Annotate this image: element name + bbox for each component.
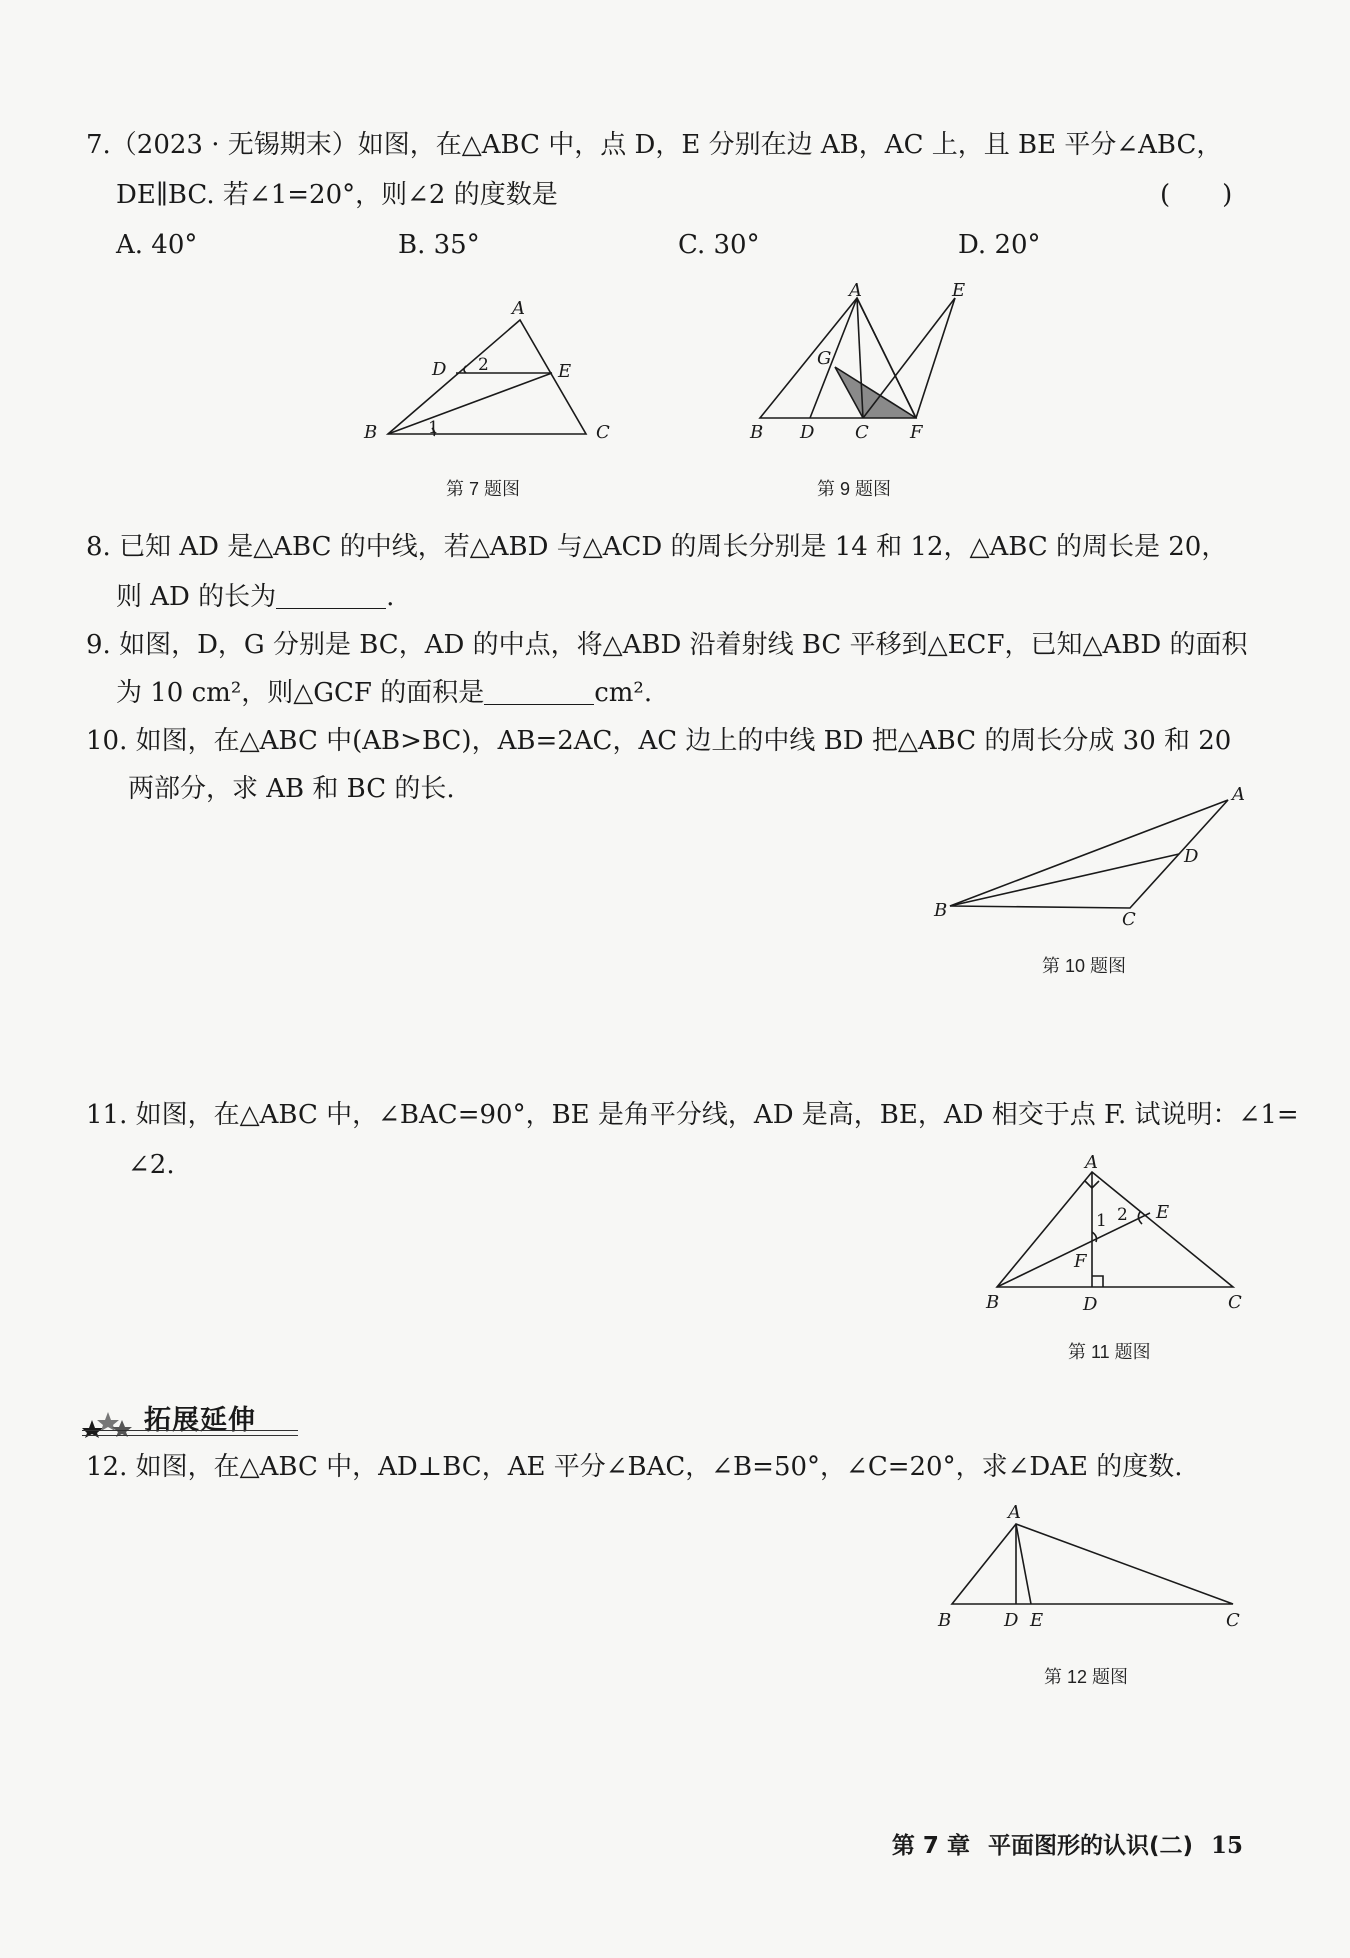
q11-line1: 11. 如图，在△ABC 中，∠BAC=90°，BE 是角平分线，AD 是高，BE，AD 相交于点 F. 试说明：∠1=: [86, 1100, 1299, 1130]
fig7-label-1: 1: [428, 418, 439, 438]
fig12-label-d: D: [1004, 1610, 1019, 1631]
q8-line2-end: .: [386, 582, 395, 612]
fig7-segment-be: [388, 373, 552, 434]
fig10-caption: 第 10 题图: [1042, 956, 1127, 976]
fig9-triangle-abf-outline: [760, 298, 916, 418]
page-number: 15: [1210, 1832, 1243, 1859]
fig12-label-a: A: [1008, 1502, 1021, 1523]
q11-line2: ∠2.: [128, 1150, 175, 1180]
section-title: 拓展延伸: [144, 1405, 256, 1436]
fig9-segment-ef: [916, 298, 955, 418]
fig9-label-f: F: [910, 422, 923, 443]
q7-answer-paren: ( ): [1160, 180, 1233, 210]
fig11-label-c: C: [1228, 1292, 1242, 1313]
fig11-label-2: 2: [1117, 1205, 1128, 1225]
fig9-label-g: G: [817, 348, 832, 369]
fig10-label-c: C: [1122, 909, 1136, 930]
q10-line1: 10. 如图，在△ABC 中(AB>BC)，AB=2AC，AC 边上的中线 BD 把△ABC 的周长分成 30 和 20: [86, 726, 1232, 756]
footer-chapter-title: 平面图形的认识(二): [987, 1833, 1193, 1859]
q9-line1: 9. 如图，D，G 分别是 BC，AD 的中点，将△ABD 沿着射线 BC 平移到△ECF，已知△ABD 的面积: [86, 630, 1248, 660]
q9-line2-text: 为 10 cm²，则△GCF 的面积是: [116, 678, 485, 708]
fig9-label-e: E: [952, 280, 966, 301]
fig12-caption: 第 12 题图: [1044, 1667, 1129, 1687]
fig11-label-a: A: [1085, 1152, 1098, 1173]
q12-line1: 12. 如图，在△ABC 中，AD⊥BC，AE 平分∠BAC，∠B=50°，∠C=20°，求∠DAE 的度数.: [86, 1452, 1183, 1482]
q7-option-a: A. 40°: [116, 230, 198, 260]
fig9-segment-ec: [863, 298, 955, 418]
figure-11: [997, 1172, 1233, 1287]
q8-answer-blank[interactable]: [276, 584, 386, 609]
fig7-triangle-abc: [388, 320, 586, 434]
fig11-label-1: 1: [1096, 1211, 1107, 1231]
fig12-label-e: E: [1030, 1610, 1044, 1631]
fig7-label-a: A: [512, 298, 525, 319]
fig12-segment-ae: [1016, 1524, 1031, 1604]
fig11-label-f: F: [1074, 1251, 1087, 1272]
fig11-caption: 第 11 题图: [1068, 1342, 1151, 1362]
q9-answer-blank[interactable]: [484, 680, 594, 705]
q7-option-c: C. 30°: [678, 230, 760, 260]
q10-line2: 两部分，求 AB 和 BC 的长.: [128, 774, 455, 804]
fig12-triangle-abc: [952, 1524, 1233, 1604]
fig9-label-a: A: [849, 280, 862, 301]
fig12-label-b: B: [938, 1610, 952, 1631]
footer-chapter: 第 7 章: [891, 1833, 970, 1859]
fig9-label-c: C: [855, 422, 869, 443]
q9-line2-end: cm².: [594, 678, 653, 708]
q8-line2: [116, 580, 394, 614]
fig9-caption: 第 9 题图: [817, 479, 892, 499]
fig11-label-e: E: [1156, 1202, 1170, 1223]
fig10-label-d: D: [1184, 846, 1199, 867]
section-underline: [82, 1430, 298, 1436]
q8-line1: 8. 已知 AD 是△ABC 的中线，若△ABD 与△ACD 的周长分别是 14 和 12，△ABC 的周长是 20，: [86, 532, 1228, 562]
q7-option-d: D. 20°: [958, 230, 1041, 260]
fig7-label-b: B: [364, 422, 378, 443]
q7-line1: 7.（2023 · 无锡期末）如图，在△ABC 中，点 D，E 分别在边 AB，AC 上，且 BE 平分∠ABC，: [86, 130, 1223, 160]
fig7-label-d: D: [432, 359, 447, 380]
fig10-label-a: A: [1232, 784, 1245, 805]
figure-12: [952, 1524, 1233, 1604]
fig9-label-b: B: [750, 422, 764, 443]
fig10-label-b: B: [934, 900, 948, 921]
figure-9: [760, 298, 955, 418]
fig12-label-c: C: [1226, 1610, 1240, 1631]
page-footer: [874, 1827, 1243, 1860]
fig7-angle2-arc: [464, 366, 466, 373]
q8-line2-text: 则 AD 的长为: [116, 582, 277, 612]
fig11-label-b: B: [986, 1292, 1000, 1313]
q7-line2: DE∥BC. 若∠1=20°，则∠2 的度数是: [116, 180, 558, 210]
fig7-label-2: 2: [478, 355, 489, 375]
q9-line2: [116, 676, 652, 710]
fig11-label-d: D: [1083, 1294, 1098, 1315]
fig9-label-d: D: [800, 422, 815, 443]
fig7-label-c: C: [596, 422, 610, 443]
fig7-caption: 第 7 题图: [446, 479, 521, 499]
fig11-right-angle-d: [1092, 1276, 1103, 1287]
fig7-label-e: E: [558, 361, 572, 382]
q7-option-b: B. 35°: [398, 230, 480, 260]
